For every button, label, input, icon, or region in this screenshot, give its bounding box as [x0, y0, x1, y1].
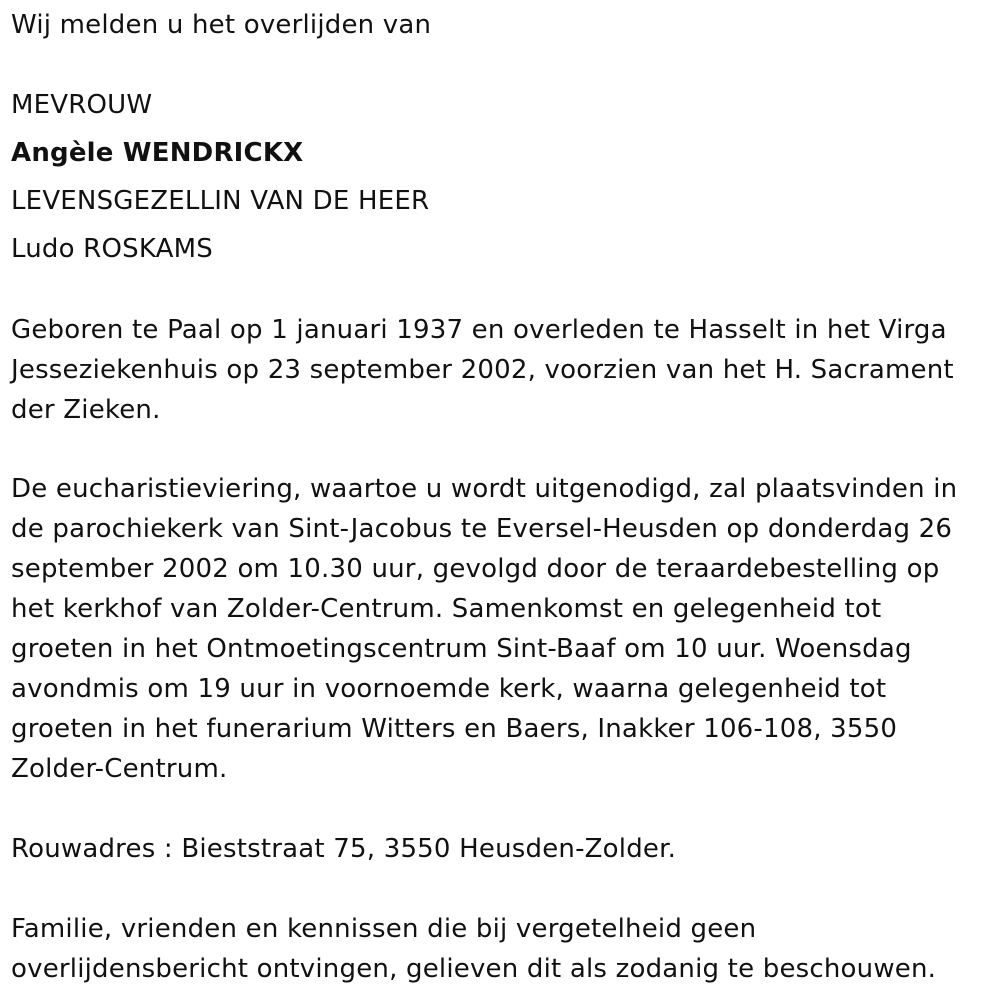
paragraph-line: Zolder-Centrum.	[11, 754, 228, 784]
paragraph-line: groeten in het Ontmoetingscentrum Sint-Baaf om 10 uur. Woensdag	[11, 634, 912, 664]
title-text: MEVROUW	[11, 90, 153, 120]
paragraph-line: de parochiekerk van Sint-Jacobus te Eversel-Heusden op donderdag 26	[11, 514, 953, 544]
paragraph-line: groeten in het funerarium Witters en Baers, Inakker 106-108, 3550	[11, 714, 898, 744]
relation-text: LEVENSGEZELLIN VAN DE HEER	[11, 186, 430, 216]
paragraph-line: september 2002 om 10.30 uur, gevolgd door de teraardebestelling op	[11, 554, 940, 584]
service-paragraph	[11, 469, 986, 789]
paragraph-line: avondmis om 19 uur in voornoemde kerk, waarna gelegenheid tot	[11, 674, 887, 704]
paragraph-line: Jesseziekenhuis op 23 september 2002, voorzien van het H. Sacrament	[11, 355, 954, 385]
intro-text: Wij melden u het overlijden van	[11, 10, 432, 40]
deceased-name: Angèle WENDRICKX	[11, 138, 304, 168]
paragraph-line: Familie, vrienden en kennissen die bij vergetelheid geen	[11, 914, 757, 944]
paragraph-line: het kerkhof van Zolder-Centrum. Samenkomst en gelegenheid tot	[11, 594, 882, 624]
paragraph-line: overlijdensbericht ontvingen, gelieven dit als zodanig te beschouwen.	[11, 954, 937, 984]
birth-death-paragraph	[11, 310, 986, 430]
mourning-address: Rouwadres : Bieststraat 75, 3550 Heusden-Zolder.	[11, 834, 677, 864]
paragraph-line: De eucharistieviering, waartoe u wordt uitgenodigd, zal plaatsvinden in	[11, 474, 958, 504]
closing-paragraph	[11, 909, 986, 989]
paragraph-line: Geboren te Paal op 1 januari 1937 en overleden te Hasselt in het Virga	[11, 315, 947, 345]
partner-name: Ludo ROSKAMS	[11, 234, 213, 264]
paragraph-line: der Zieken.	[11, 395, 161, 425]
